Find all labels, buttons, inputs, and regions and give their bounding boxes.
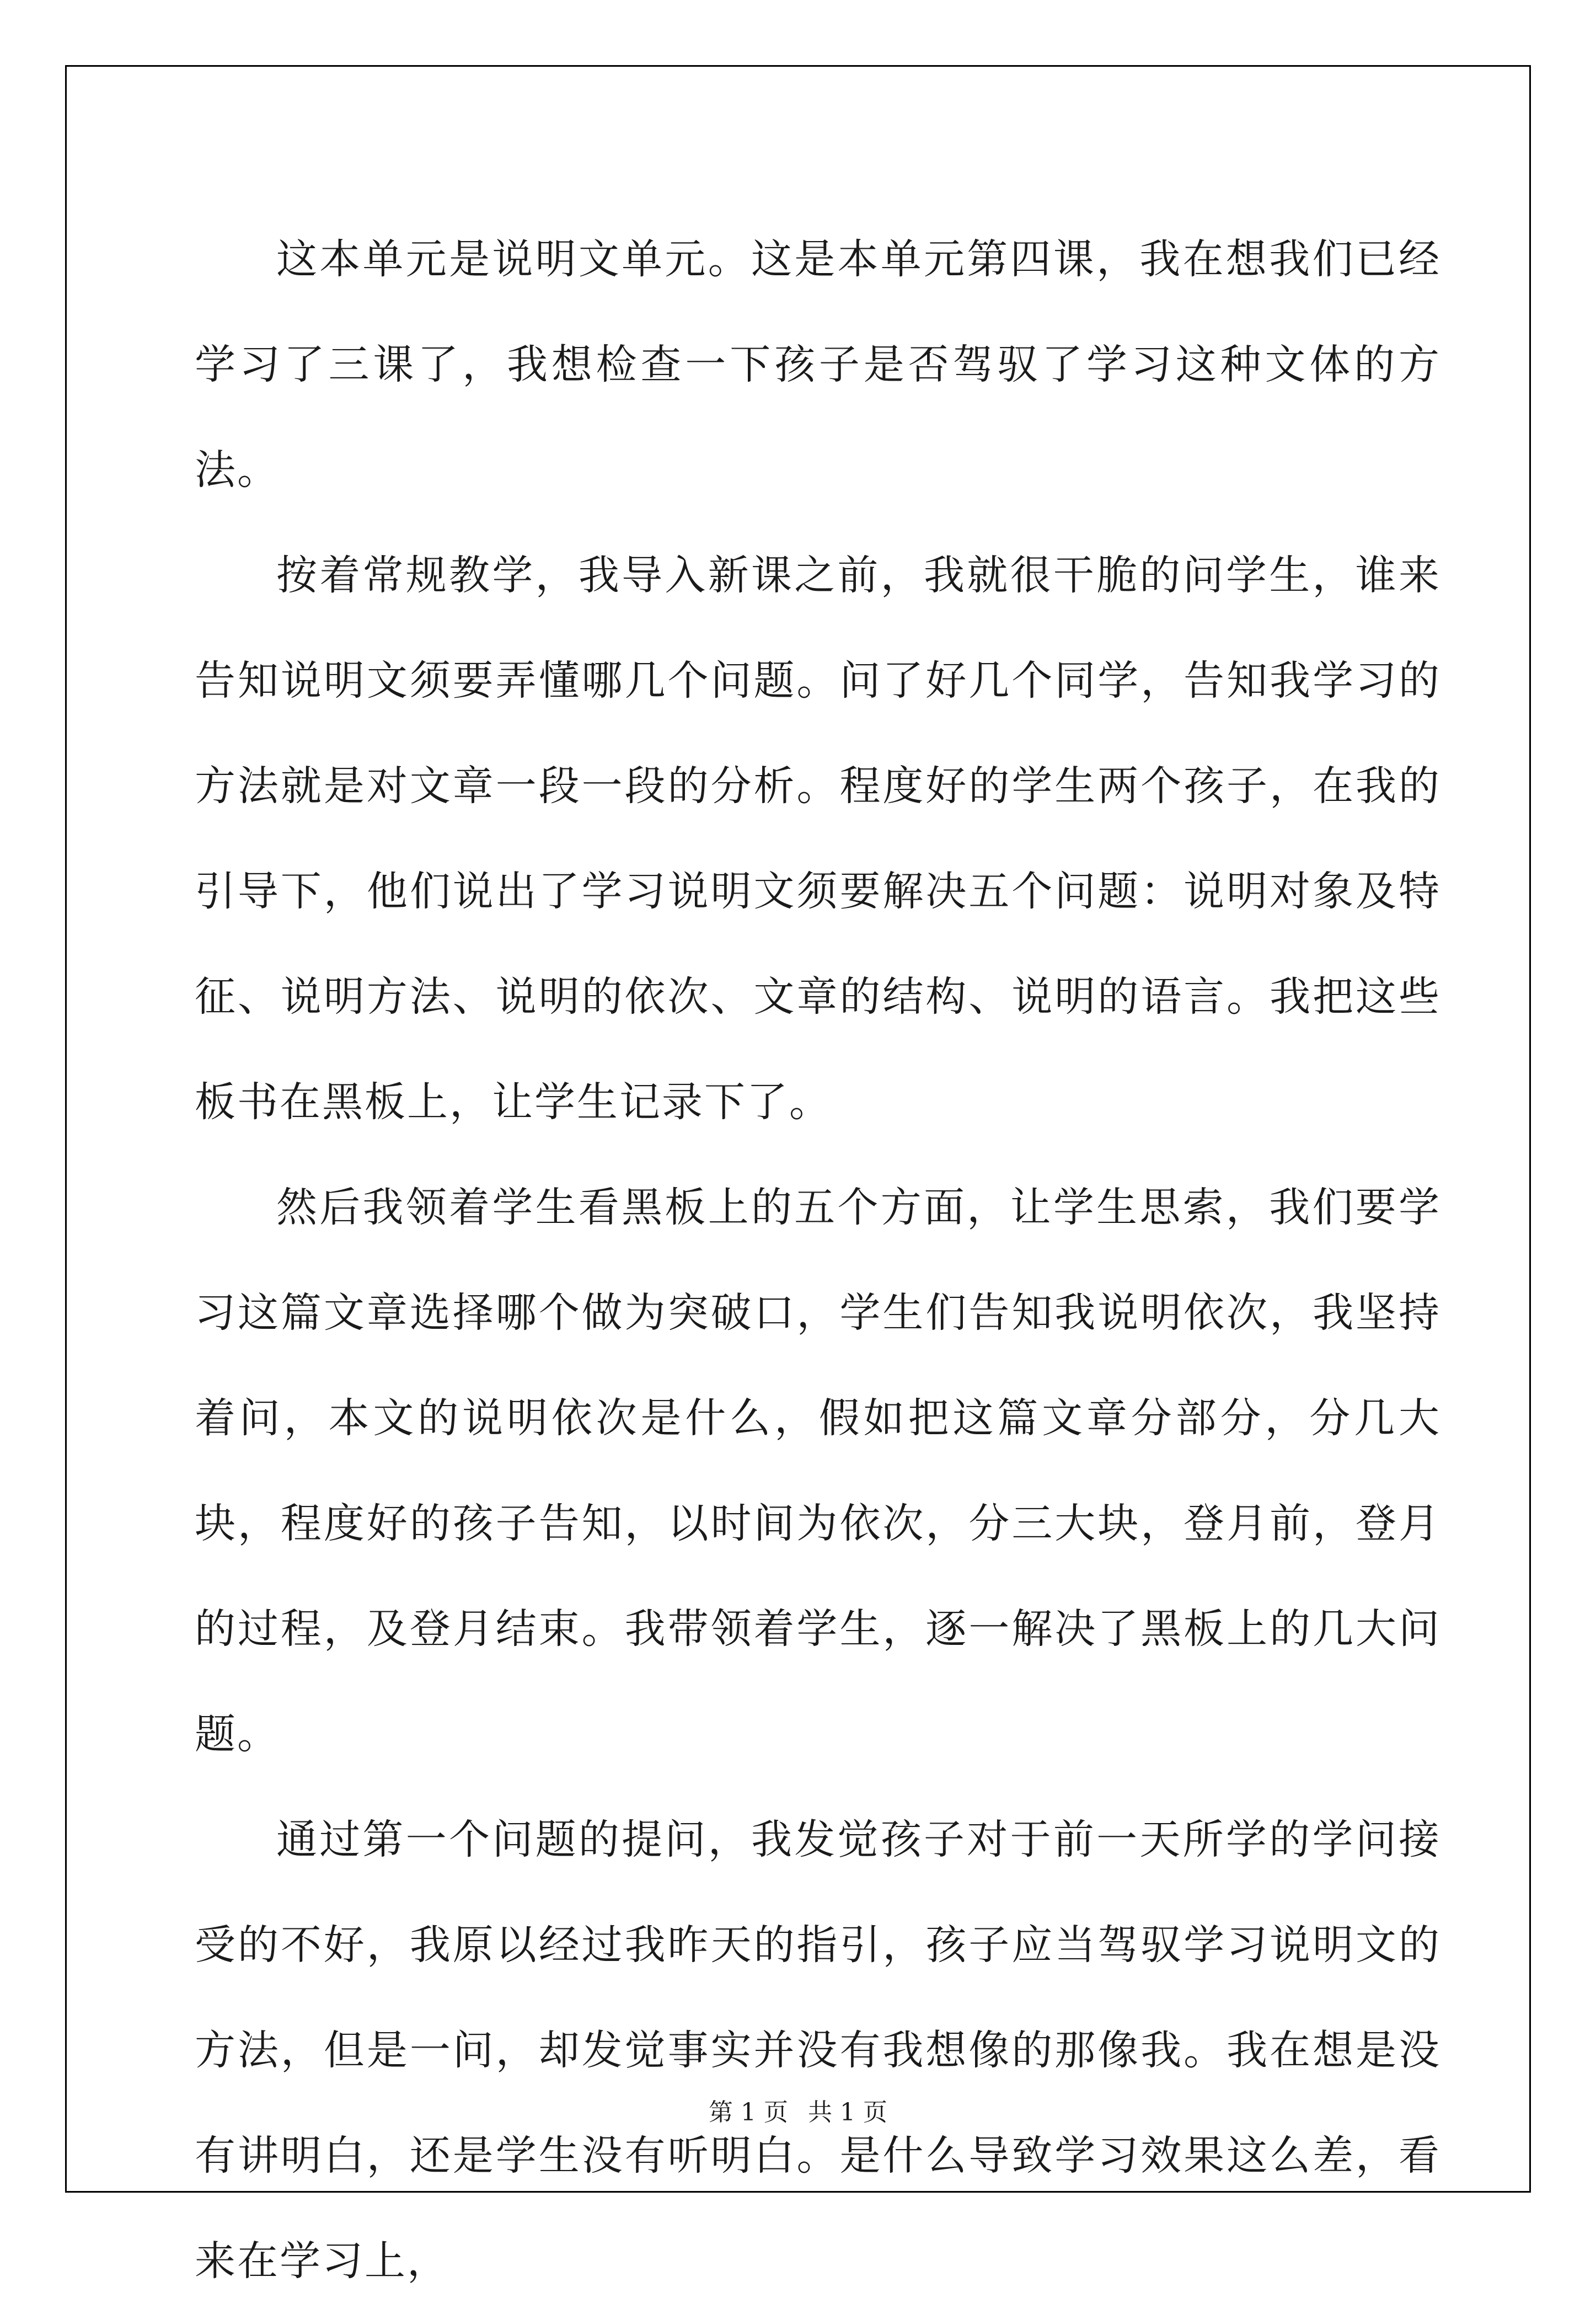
document-body xyxy=(195,207,1441,2314)
page-total: 共 1 页 xyxy=(808,2098,887,2126)
paragraph-1: 这本单元是说明文单元。这是本单元第四课，我在想我们已经学习了三课了，我想检查一下孩子是否驾驭了学习这种文体的方法。 xyxy=(195,236,1441,494)
page-number: 第 1 页 xyxy=(709,2098,788,2126)
page-footer xyxy=(0,2096,1596,2129)
paragraph-2: 按着常规教学，我导入新课之前，我就很干脆的问学生，谁来告知说明文须要弄懂哪几个问题。问了好几个同学，告知我学习的方法就是对文章一段一段的分析。程度好的学生两个孩子，在我的引导下，他们说出了学习说明文须要解决五个问题：说明对象及特征、说明方法、说明的依次、文章的结构、说明的语言。我把这些板书在黑板上，让学生记录下了。 xyxy=(195,552,1441,1126)
paragraph-3: 然后我领着学生看黑板上的五个方面，让学生思索，我们要学习这篇文章选择哪个做为突破口，学生们告知我说明依次，我坚持着问，本文的说明依次是什么，假如把这篇文章分部分，分几大块，程度好的孩子告知，以时间为依次，分三大块，登月前，登月的过程，及登月结束。我带领着学生，逐一解决了黑板上的几大问题。 xyxy=(195,1184,1441,1758)
paragraph-4: 通过第一个问题的提问，我发觉孩子对于前一天所学的学问接受的不好，我原以经过我昨天的指引，孩子应当驾驭学习说明文的方法，但是一问，却发觉事实并没有我想像的那像我。我在想是没有讲明白，还是学生没有听明白。是什么导致学习效果这么差，看来在学习上， xyxy=(195,1816,1441,2285)
